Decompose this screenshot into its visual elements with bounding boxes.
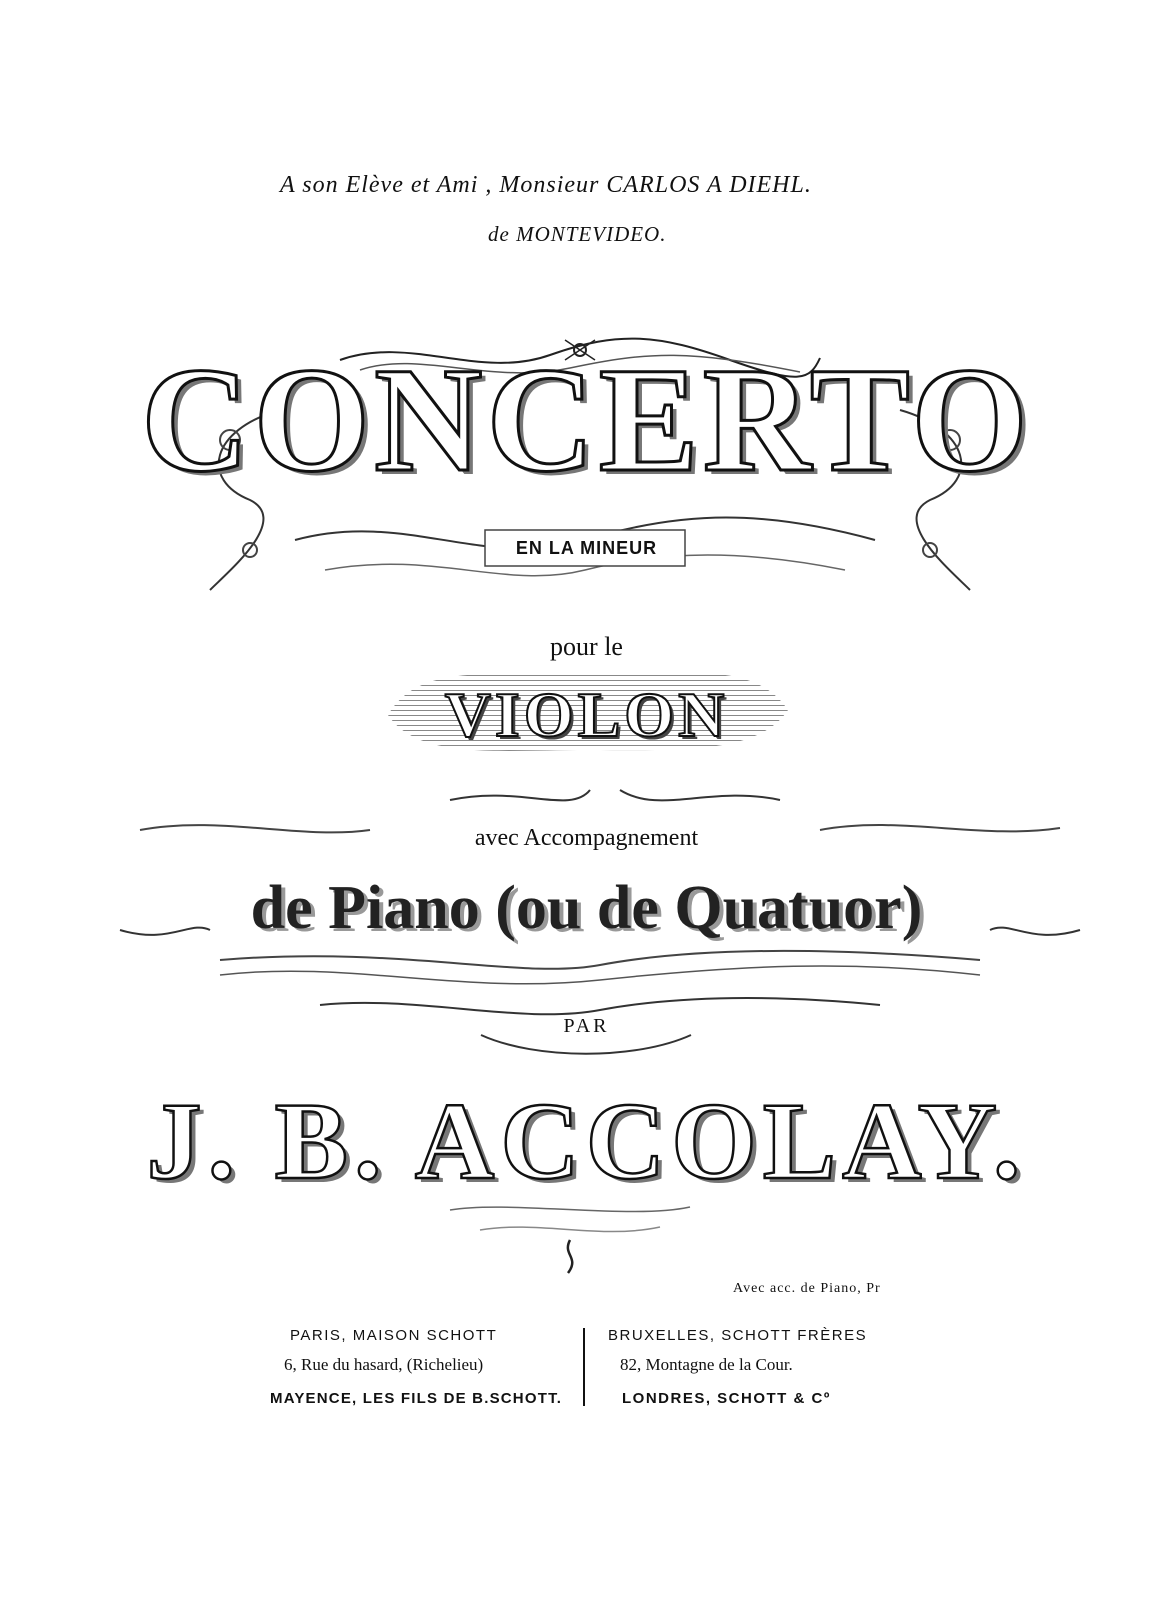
dedication-line-2: de MONTEVIDEO. [488,222,667,246]
publisher-divider [583,1328,585,1406]
title-key: EN LA MINEUR [515,538,658,558]
price-note: Avec acc. de Piano, Pr [733,1281,881,1296]
publisher-right-line-3: LONDRES, SCHOTT & Cº [622,1390,831,1407]
title-for-label: pour le [550,632,623,661]
title-instrument: VIOLON [444,679,729,750]
title-concerto: CONCERTO [141,337,1032,503]
dedication-line-1: A son Elève et Ami , Monsieur CARLOS A DIEHL. [280,172,812,198]
publisher-left-line-3: MAYENCE, LES FILS DE B.SCHOTT. [270,1390,563,1407]
publisher-left-line-2: 6, Rue du hasard, (Richelieu) [284,1355,484,1374]
publisher-left-line-1: PARIS, MAISON SCHOTT [290,1327,498,1344]
title-accompaniment: de Piano (ou de Quatuor) [250,874,923,942]
by-label: PAR [563,1015,610,1037]
publisher-right-line-1: BRUXELLES, SCHOTT FRÈRES [608,1327,868,1344]
composer-name: J. B. ACCOLAY. [146,1080,1027,1202]
title-accompaniment-label: avec Accompagnement [474,825,699,851]
publisher-right-line-2: 82, Montagne de la Cour. [620,1355,793,1374]
composer-underline-ornament [440,1195,700,1285]
par-underline-swash [476,1030,696,1060]
